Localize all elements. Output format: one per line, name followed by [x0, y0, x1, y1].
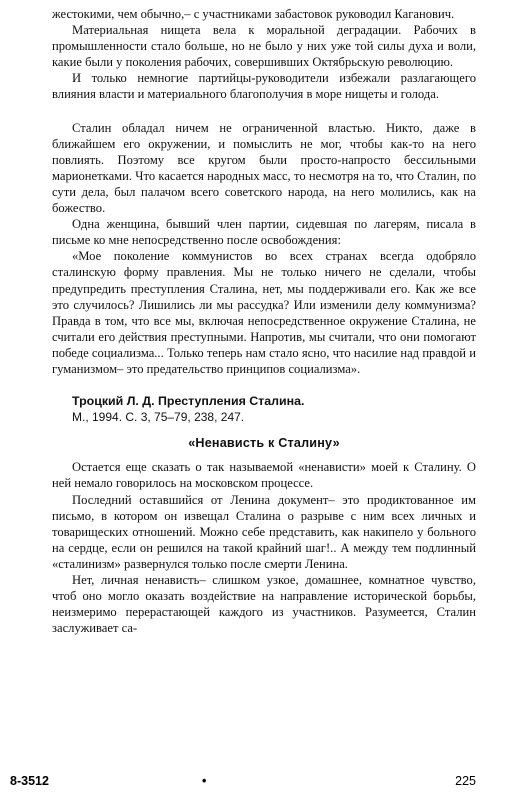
paragraph: жестокими, чем обычно,– с участниками забастовок руководил Каганович. [52, 7, 455, 21]
page-number: 225 [455, 774, 476, 788]
citation-author-title: Троцкий Л. Д. Преступления Сталина. [72, 394, 305, 409]
paragraph: Сталин обладал ничем не ограниченной властью. Никто, даже в ближайшем его окружении, и помыслить не мог, чтобы как-то на него повлиять. Поэтому все кругом были просто-напросто бессильными марионетками. Что касается народных масс, то несмотря на то, что Сталин, по сути дела, был палачом всего советского народа, на него молились, как на божество. [52, 120, 476, 216]
paragraph: Одна женщина, бывший член партии, сидевшая по лагерям, писала в письме ко мне непосредственно после освобождения: [52, 217, 476, 248]
printer-signature: 8-3512 [10, 774, 49, 788]
text-block-top [52, 6, 476, 103]
section-heading: «Ненависть к Сталину» [188, 436, 340, 451]
text-block-middle [52, 120, 476, 378]
paragraph: Последний оставшийся от Ленина документ– это продиктованное им письмо, в котором он извещал Сталина о разрыве с ним всех личных и товарищеских отношений. Можно себе представить, как накипело у больного на сердце, если он решился на такой крайний шаг!.. А между тем подлинный «сталинизм» развернулся только после смерти Ленина. [52, 492, 476, 571]
quotation: «Мое поколение коммунистов во всех странах всегда одобряло сталинскую форму правления. Мы не только ничего не сделали, чтобы предупредить преступления Сталина, нет, мы поддерживали его. Как же все это случилось? Лишились ли мы рассудка? Или изменили делу коммунизма? Правда в том, что все мы, включая непосредственное окружение Сталина, не считали его действия преступными. Напротив, мы считали, что они помогают победе социализма... Только теперь нам стало ясно, что насилие над правдой и гуманизмом– это предательство принципов социализма». [52, 249, 476, 376]
paragraph: Материальная нищета вела к моральной деградации. Рабочих в промышленности стало больше, но не было у них уже той силы духа и воли, какие были у поколения рабочих, совершивших Октябрьскую революцию. [52, 23, 476, 70]
footer-mark: • [202, 774, 207, 788]
source-citation [52, 393, 476, 425]
paragraph: И только немногие партийцы-руководители избежали разлагающего влияния власти и материального благополучия в море нищеты и голода. [52, 71, 476, 102]
text-block-bottom [52, 459, 476, 636]
paragraph: Нет, личная ненависть– слишком узкое, домашнее, комнатное чувство, чтоб оно могло оказать воздействие на направление исторической борьбы, неизмеримо перерастающей каждого из участников. Разумеется, Сталин заслуживает са- [52, 573, 476, 636]
paragraph: Остается еще сказать о так называемой «ненависти» моей к Сталину. О ней немало говорилось на московском процессе. [52, 460, 476, 491]
citation-imprint: М., 1994. С. 3, 75–79, 238, 247. [72, 410, 245, 425]
page-footer [10, 774, 476, 790]
